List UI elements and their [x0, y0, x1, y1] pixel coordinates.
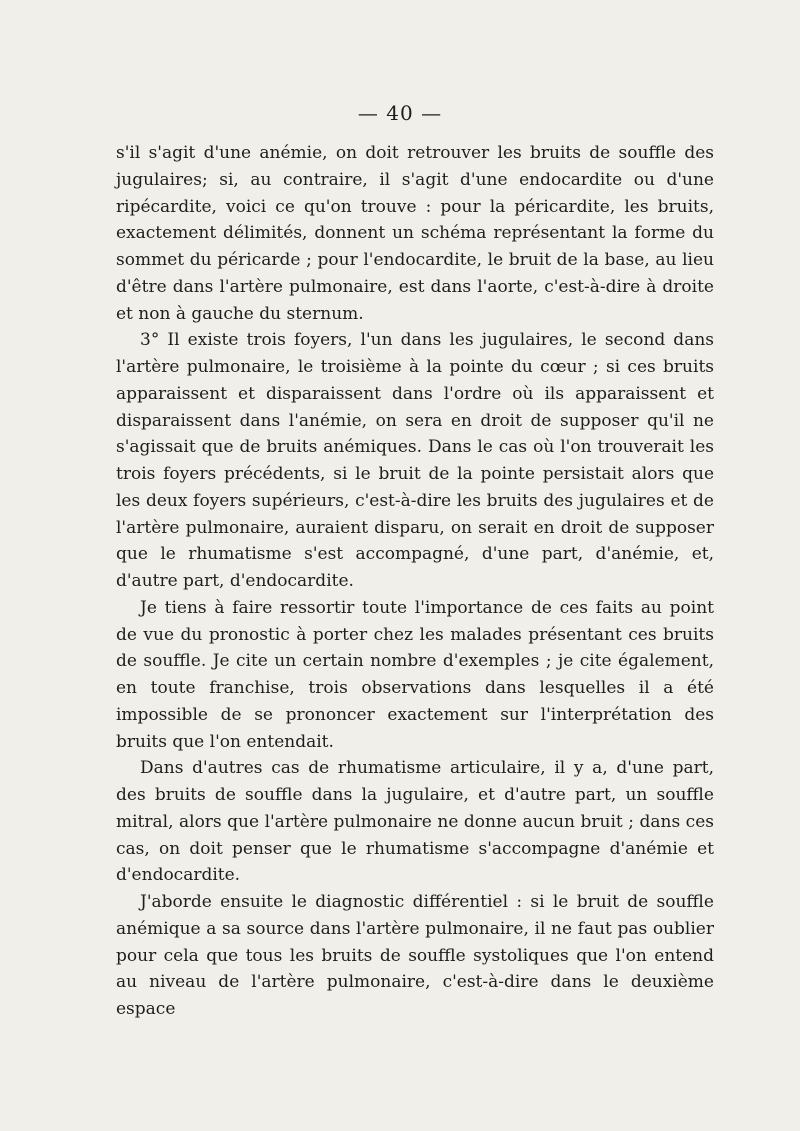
paragraph-1: s'il s'agit d'une anémie, on doit retrouver les bruits de souffle des jugulaires; si, au contraire, il s'agit d'une endocardite ou d'une ripécardite, voici ce qu'on trouve : pour la péricardite, les bruits, exactement délimités, donnent un schéma représentant la forme du sommet du péricarde ; pour l'endocardite, le bruit de la base, au lieu d'être dans l'artère pulmonaire, est dans l'aorte, c'est-à-dire à droite et non à gauche du sternum.: [116, 143, 714, 324]
paragraph-3: Je tiens à faire ressortir toute l'importance de ces faits au point de vue du pronostic à porter chez les malades présentant ces bruits de souffle. Je cite un certain nombre d'exemples ; je cite également, en toute franchise, trois observations dans lesquelles il a été impossible de se prononcer exactement sur l'interprétation des bruits que l'on entendait.: [116, 597, 714, 752]
paragraph-2: 3° Il existe trois foyers, l'un dans les jugulaires, le second dans l'artère pulmonaire, le troisième à la pointe du cœur ; si ces bruits apparaissent et disparaissent dans l'ordre où ils apparaissent et disparaissent dans l'anémie, on sera en droit de supposer qu'il ne s'agissait que de bruits anémiques. Dans le cas où l'on trouverait les trois foyers précédents, si le bruit de la pointe persistait alors que les deux foyers supérieurs, c'est-à-dire les bruits des jugulaires et de l'artère pulmonaire, auraient disparu, on serait en droit de supposer que le rhumatisme s'est accompagné, d'une part, d'anémie, et, d'autre part, d'endocardite.: [116, 330, 714, 591]
paragraph-5: J'aborde ensuite le diagnostic différentiel : si le bruit de souffle anémique a sa source dans l'artère pulmonaire, il ne faut pas oublier pour cela que tous les bruits de souffle systoliques que l'on entend au niveau de l'artère pulmonaire, c'est-à-dire dans le deuxième espace: [116, 892, 714, 1019]
body-text: [116, 140, 714, 1023]
paragraph-4: Dans d'autres cas de rhumatisme articulaire, il y a, d'une part, des bruits de souffle dans la jugulaire, et d'autre part, un souffle mitral, alors que l'artère pulmonaire ne donne aucun bruit ; dans ces cas, on doit penser que le rhumatisme s'accompagne d'anémie et d'endocardite.: [116, 758, 714, 886]
page-number: — 40 —: [357, 101, 443, 125]
